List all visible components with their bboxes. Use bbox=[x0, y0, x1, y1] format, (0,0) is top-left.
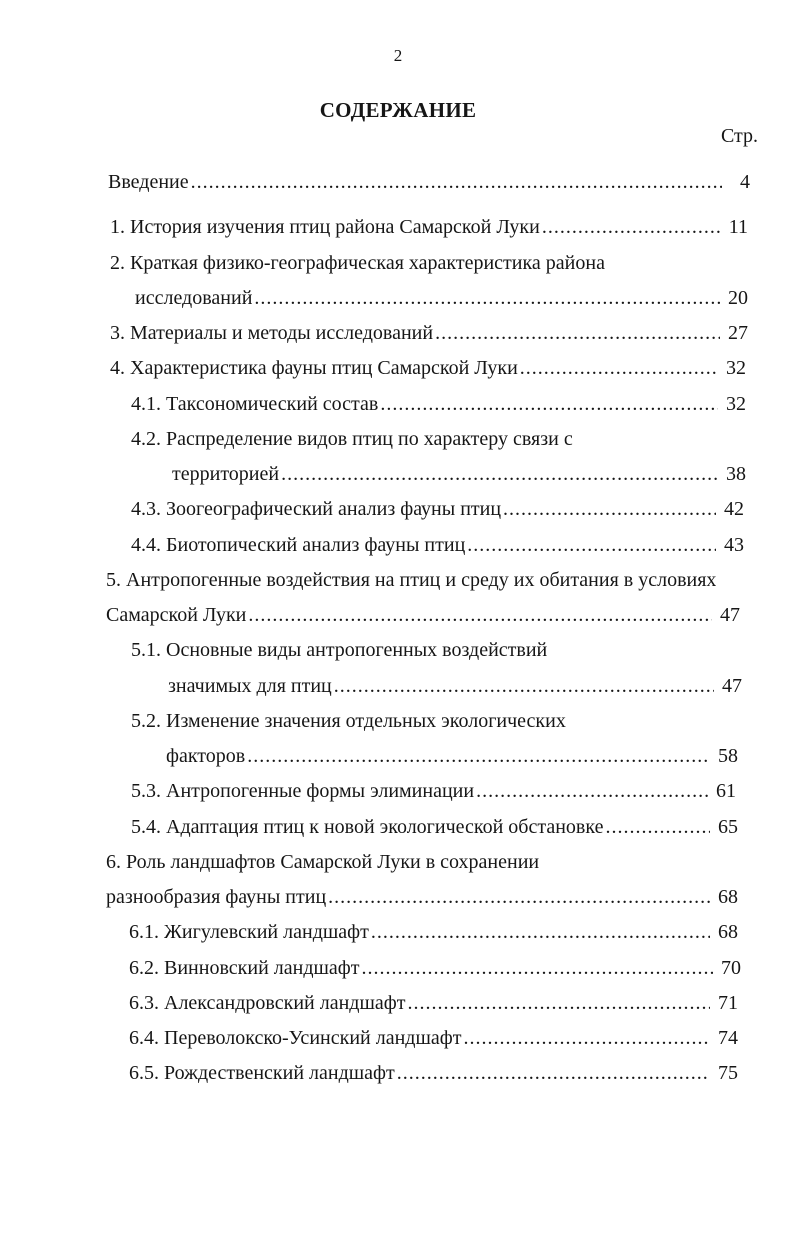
toc-entry-label: исследований bbox=[135, 287, 253, 309]
dot-leader bbox=[435, 321, 720, 345]
toc-entry bbox=[129, 1026, 738, 1050]
page-number: 2 bbox=[393, 46, 403, 65]
toc-entry-label: 5.1. Основные виды антропогенных воздействий bbox=[131, 639, 548, 661]
toc-entry bbox=[129, 991, 738, 1015]
dot-leader bbox=[605, 815, 710, 839]
toc-entry-label: 6.1. Жигулевский ландшафт bbox=[129, 921, 369, 943]
dot-leader bbox=[542, 215, 720, 239]
toc-entry-page: 61 bbox=[716, 780, 736, 802]
dot-leader bbox=[247, 744, 710, 768]
toc-entry-label: 4.4. Биотопический анализ фауны птиц bbox=[131, 534, 466, 556]
toc-entry-page: 11 bbox=[728, 216, 748, 238]
toc-entry-label: 2. Краткая физико-географическая характеристика района bbox=[110, 252, 605, 274]
toc-entry-page: 47 bbox=[720, 604, 740, 626]
toc-entry-label: 6.3. Александровский ландшафт bbox=[129, 992, 406, 1014]
toc-entry-label: территорией bbox=[172, 463, 280, 485]
toc-entry-page: 38 bbox=[726, 463, 746, 485]
dot-leader bbox=[328, 885, 710, 909]
toc-entry-label: факторов bbox=[166, 745, 246, 767]
toc-entry bbox=[131, 815, 738, 839]
toc-entry-page: 43 bbox=[724, 534, 744, 556]
toc-entry-page: 4 bbox=[740, 171, 750, 193]
dot-leader bbox=[281, 462, 718, 486]
toc-entry-label: 5.3. Антропогенные формы элиминации bbox=[131, 780, 475, 802]
toc-entry-page: 68 bbox=[718, 886, 738, 908]
toc-entry bbox=[106, 850, 539, 874]
toc-entry-page: 71 bbox=[718, 992, 738, 1014]
toc-entry bbox=[135, 286, 748, 310]
toc-entry bbox=[129, 1061, 738, 1085]
toc-entry bbox=[168, 674, 742, 698]
dot-leader bbox=[476, 779, 708, 803]
toc-entry bbox=[129, 920, 738, 944]
toc-title: СОДЕРЖАНИЕ bbox=[319, 98, 477, 122]
toc-entry-label: 3. Материалы и методы исследований bbox=[110, 322, 434, 344]
toc-entry bbox=[110, 356, 746, 380]
dot-leader bbox=[467, 533, 716, 557]
toc-entry-page: 58 bbox=[718, 745, 738, 767]
toc-entry-page: 75 bbox=[718, 1062, 738, 1084]
dot-leader bbox=[380, 392, 718, 416]
toc-entry-label: 4.1. Таксономический состав bbox=[131, 393, 379, 415]
toc-entry-page: 47 bbox=[722, 675, 742, 697]
toc-entry bbox=[131, 709, 566, 733]
toc-entry-label: 4.3. Зоогеографический анализ фауны птиц bbox=[131, 498, 502, 520]
toc-entry-label: 5.2. Изменение значения отдельных экологических bbox=[131, 710, 566, 732]
toc-entry-label: 4.2. Распределение видов птиц по характеру связи с bbox=[131, 428, 573, 450]
toc-entry bbox=[106, 885, 738, 909]
toc-entry bbox=[108, 170, 750, 194]
toc-entry-page: 65 bbox=[718, 816, 738, 838]
toc-entry-page: 70 bbox=[721, 957, 741, 979]
toc-entry bbox=[131, 392, 746, 416]
toc-entry bbox=[172, 462, 746, 486]
dot-leader bbox=[371, 920, 710, 944]
page-column-header: Стр. bbox=[720, 125, 758, 147]
toc-entry bbox=[131, 427, 573, 451]
toc-entry-label: 4. Характеристика фауны птиц Самарской Луки bbox=[110, 357, 518, 379]
toc-entry bbox=[106, 603, 740, 627]
toc-entry bbox=[110, 321, 748, 345]
dot-leader bbox=[503, 497, 716, 521]
toc-entry-page: 20 bbox=[728, 287, 748, 309]
dot-leader bbox=[254, 286, 720, 310]
toc-entry bbox=[131, 533, 744, 557]
toc-entry-page: 27 bbox=[728, 322, 748, 344]
toc-entry bbox=[129, 956, 741, 980]
toc-entry-label: 6.4. Переволокско-Усинский ландшафт bbox=[129, 1027, 462, 1049]
dot-leader bbox=[397, 1061, 710, 1085]
toc-entry bbox=[131, 497, 744, 521]
toc-entry-label: разнообразия фауны птиц bbox=[106, 886, 327, 908]
toc-entry-page: 74 bbox=[718, 1027, 738, 1049]
toc-entry-label: 6.2. Винновский ландшафт bbox=[129, 957, 360, 979]
toc-entry bbox=[110, 215, 748, 239]
toc-entry bbox=[131, 779, 736, 803]
dot-leader bbox=[248, 603, 712, 627]
dot-leader bbox=[334, 674, 714, 698]
dot-leader bbox=[362, 956, 714, 980]
toc-entry-label: Введение bbox=[108, 171, 189, 193]
toc-entry-label: 1. История изучения птиц района Самарской Луки bbox=[110, 216, 540, 238]
toc-entry-label: значимых для птиц bbox=[168, 675, 332, 697]
toc-entry-label: 5.4. Адаптация птиц к новой экологической обстановке bbox=[131, 816, 604, 838]
dot-leader bbox=[520, 356, 718, 380]
toc-entry-page: 42 bbox=[724, 498, 744, 520]
dot-leader bbox=[191, 170, 722, 194]
toc-entry bbox=[166, 744, 738, 768]
toc-entry-label: 5. Антропогенные воздействия на птиц и среду их обитания в условиях bbox=[106, 569, 717, 591]
toc-entry-page: 32 bbox=[726, 357, 746, 379]
toc-entry-label: 6.5. Рождественский ландшафт bbox=[129, 1062, 395, 1084]
toc-entry bbox=[131, 638, 547, 662]
toc-entry-page: 32 bbox=[726, 393, 746, 415]
toc-entry-label: 6. Роль ландшафтов Самарской Луки в сохранении bbox=[106, 851, 540, 873]
toc-entry-page: 68 bbox=[718, 921, 738, 943]
dot-leader bbox=[463, 1026, 710, 1050]
toc-entry-label: Самарской Луки bbox=[106, 604, 247, 626]
dot-leader bbox=[407, 991, 710, 1015]
toc-entry bbox=[106, 568, 716, 592]
toc-entry bbox=[110, 251, 605, 275]
